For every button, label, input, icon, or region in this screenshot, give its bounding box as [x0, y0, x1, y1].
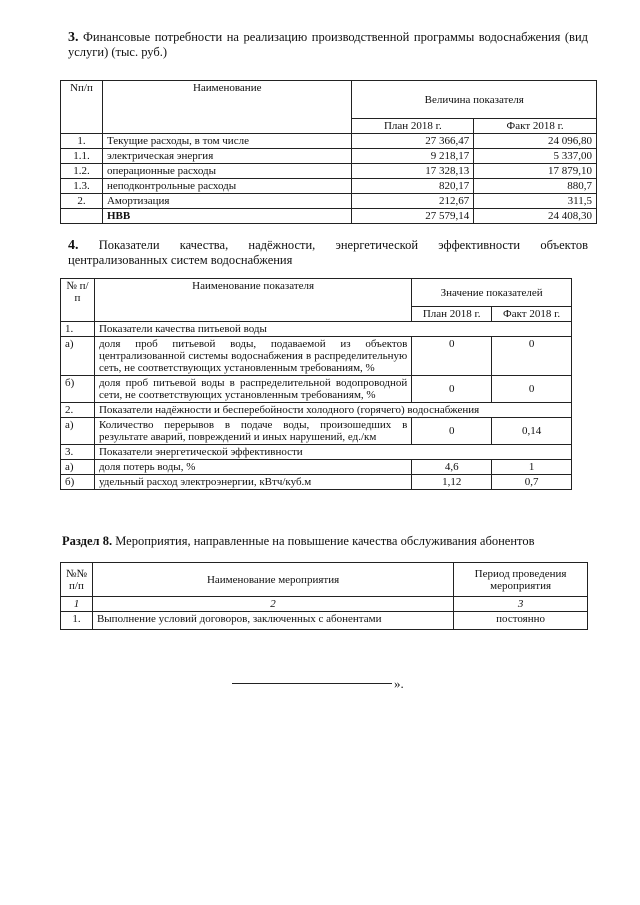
- col-fact: Факт 2018 г.: [474, 119, 597, 134]
- col-npp: №№ п/п: [61, 563, 93, 597]
- col-plan: План 2018 г.: [352, 119, 474, 134]
- table-row: 1. Выполнение условий договоров, заключенных с абонентами постоянно: [61, 612, 588, 630]
- col-period: Период проведения мероприятия: [454, 563, 588, 597]
- table-row: 1.1. электрическая энергия 9 218,17 5 337,00: [61, 149, 597, 164]
- col-plan: План 2018 г.: [412, 307, 492, 322]
- table-row: а) доля потерь воды, % 4,6 1: [61, 460, 572, 475]
- table-row: а) доля проб питьевой воды, подаваемой из объектов централизованной системы водоснабжения в распределительную сеть, не соответствующих установленным требованиям, % 0 0: [61, 337, 572, 376]
- financial-needs-table: [60, 80, 597, 224]
- closing-quote: ».: [394, 676, 404, 691]
- table-row-total: НВВ 27 579,14 24 408,30: [61, 209, 597, 224]
- table-row: 1. Текущие расходы, в том числе 27 366,47 24 096,80: [61, 134, 597, 149]
- col-name: Наименование: [102, 81, 352, 134]
- group-row: 1. Показатели качества питьевой воды: [61, 322, 572, 337]
- customer-service-table: [60, 562, 588, 630]
- table-row: а) Количество перерывов в подаче воды, произошедших в результате аварий, повреждений и иных нарушений, ед./км 0 0,14: [61, 418, 572, 445]
- section-8-title: Раздел 8. Мероприятия, направленные на повышение качества обслуживания абонентов: [62, 534, 535, 548]
- table-row: б) удельный расход электроэнергии, кВтч/куб.м 1,12 0,7: [61, 475, 572, 490]
- section-3-title: 3. Финансовые потребности на реализацию производственной программы водоснабжения (вид услуги) (тыс. руб.): [68, 30, 588, 59]
- col-value: Величина показателя: [352, 81, 597, 119]
- group-row: 3. Показатели энергетической эффективности: [61, 445, 572, 460]
- table-row: 2. Амортизация 212,67 311,5: [61, 194, 597, 209]
- quality-indicators-table: [60, 278, 572, 490]
- col-value: Значение показателей: [412, 279, 572, 307]
- table-row: б) доля проб питьевой воды в распределительной водопроводной сети, не соответствующих установленным требованиям, % 0 0: [61, 376, 572, 403]
- col-name: Наименование мероприятия: [92, 563, 453, 597]
- signature-line: [232, 683, 392, 684]
- col-fact: Факт 2018 г.: [492, 307, 572, 322]
- index-row: 1 2 3: [61, 597, 588, 612]
- table-row: 1.2. операционные расходы 17 328,13 17 879,10: [61, 164, 597, 179]
- group-row: 2. Показатели надёжности и бесперебойности холодного (горячего) водоснабжения: [61, 403, 572, 418]
- col-npp: Nп/п: [61, 81, 103, 134]
- col-npp: № п/п: [61, 279, 95, 322]
- table-row: 1.3. неподконтрольные расходы 820,17 880,7: [61, 179, 597, 194]
- col-name: Наименование показателя: [94, 279, 411, 322]
- section-4-title: 4. Показатели качества, надёжности, энергетической эффективности объектов централизованных систем водоснабжения: [68, 238, 588, 267]
